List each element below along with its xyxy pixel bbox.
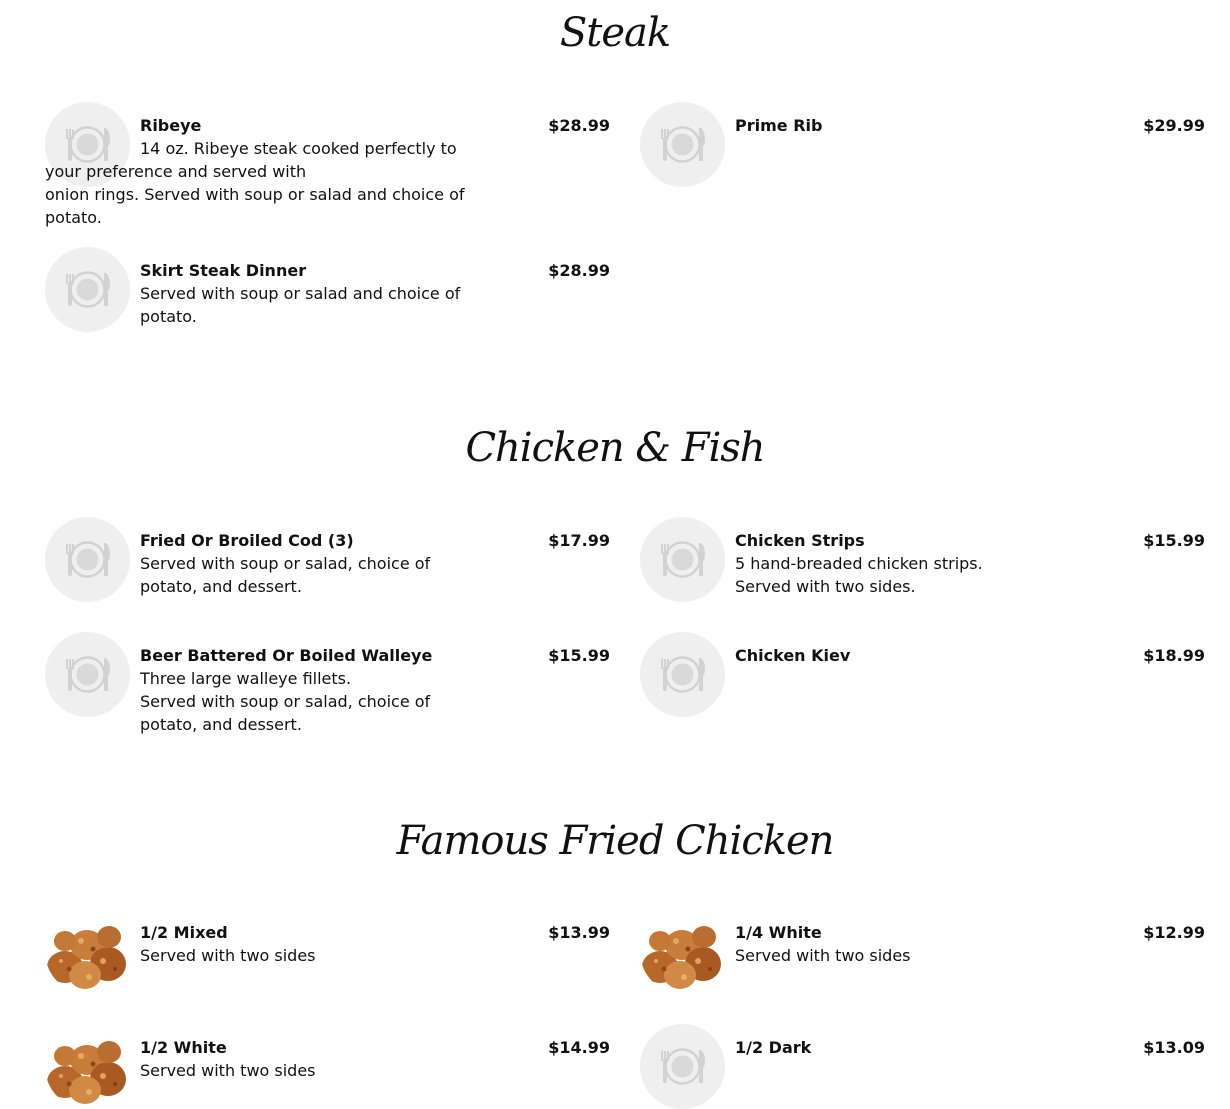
plate-icon [45, 517, 130, 602]
item-description: Three large walleye fillets. Served with soup or salad, choice of potato, and dessert. [140, 669, 431, 734]
item-name: Chicken Strips [735, 531, 865, 550]
plate-icon [640, 102, 725, 187]
item-price: $17.99 [548, 531, 610, 550]
item-name: Beer Battered Or Boiled Walleye [140, 646, 433, 665]
item-name: Fried Or Broiled Cod (3) [140, 531, 354, 550]
item-price: $18.99 [1143, 646, 1205, 665]
item-price: $12.99 [1143, 923, 1205, 942]
fried-chicken-photo [45, 1024, 130, 1109]
plate-icon [640, 517, 725, 602]
item-description: Served with soup or salad and choice of potato. [140, 284, 461, 326]
plate-icon [45, 247, 130, 332]
item-name: 1/2 Dark [735, 1038, 812, 1057]
item-description: 5 hand-breaded chicken strips. Served with two sides. [735, 554, 983, 596]
section-title-chicken-fish: Chicken & Fish [465, 425, 765, 471]
item-price: $29.99 [1143, 116, 1205, 135]
item-price: $13.99 [548, 923, 610, 942]
item-price: $15.99 [1143, 531, 1205, 550]
item-description: 14 oz. Ribeye steak cooked perfectly to your preference and served with onion rings. Served with soup or salad and choice of potato. [45, 139, 465, 227]
plate-icon [640, 1024, 725, 1109]
section-title-famous-fried-chicken: Famous Fried Chicken [396, 818, 834, 864]
item-name: Ribeye [140, 116, 202, 135]
item-name: 1/4 White [735, 923, 822, 942]
item-price: $15.99 [548, 646, 610, 665]
item-name: Prime Rib [735, 116, 823, 135]
item-description: Served with soup or salad, choice of potato, and dessert. [140, 554, 431, 596]
item-price: $13.09 [1143, 1038, 1205, 1057]
fried-chicken-photo [640, 909, 725, 994]
item-name: Skirt Steak Dinner [140, 261, 307, 280]
section-title-steak: Steak [559, 10, 671, 56]
item-price: $28.99 [548, 116, 610, 135]
item-name: 1/2 Mixed [140, 923, 228, 942]
plate-icon [45, 632, 130, 717]
item-name: Chicken Kiev [735, 646, 851, 665]
item-price: $14.99 [548, 1038, 610, 1057]
item-price: $28.99 [548, 261, 610, 280]
item-description: Served with two sides [735, 946, 911, 965]
item-description: Served with two sides [140, 1061, 316, 1080]
fried-chicken-photo [45, 909, 130, 994]
item-name: 1/2 White [140, 1038, 227, 1057]
plate-icon [640, 632, 725, 717]
item-description: Served with two sides [140, 946, 316, 965]
